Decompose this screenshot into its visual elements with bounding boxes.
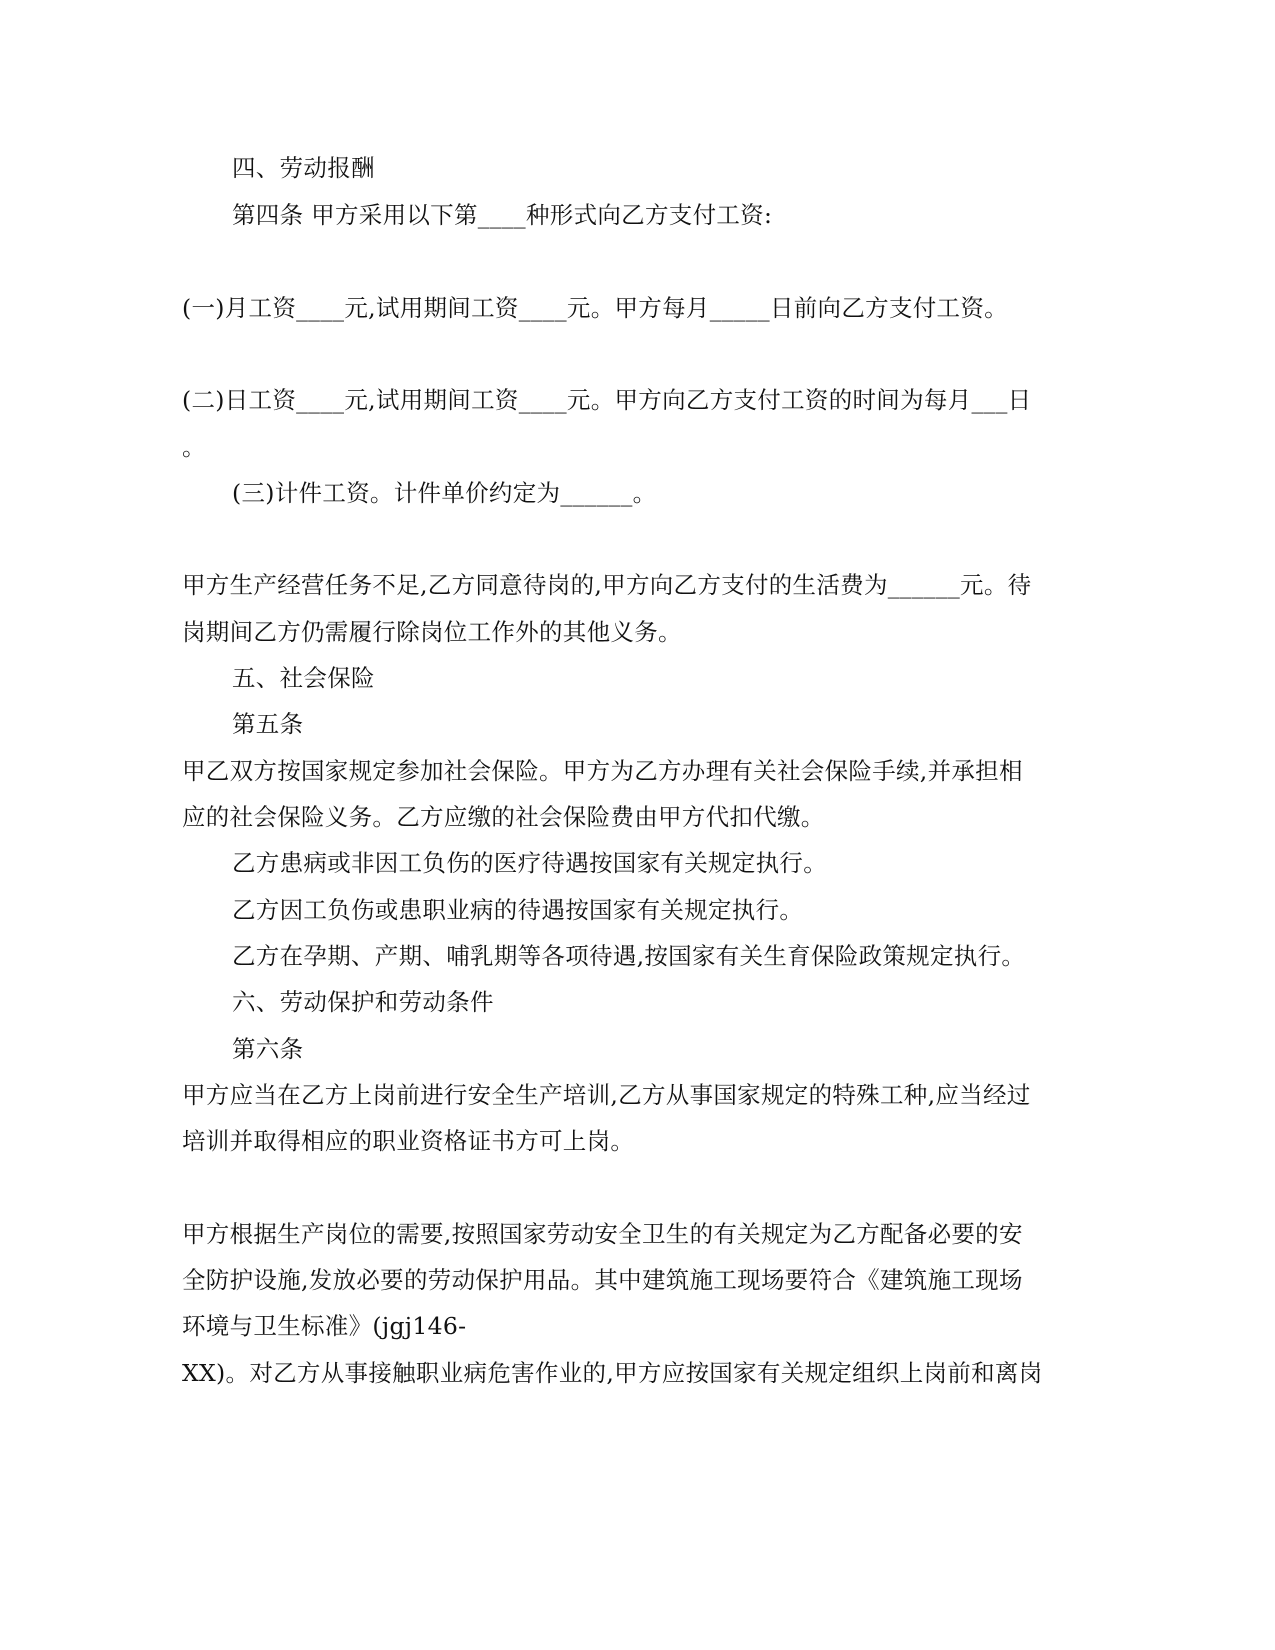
- protection-equipment-paragraph-line3: 环境与卫生标准》(jgj146-: [182, 1312, 467, 1340]
- maternity-treatment-text: 乙方在孕期、产期、哺乳期等各项待遇,按国家有关生育保险政策规定执行。: [232, 942, 1026, 970]
- pay-option-daily-end: 。: [182, 433, 206, 461]
- section-heading-social-insurance: 五、社会保险: [232, 664, 375, 692]
- illness-treatment-text: 乙方患病或非因工负伤的医疗待遇按国家有关规定执行。: [232, 849, 827, 877]
- protection-equipment-paragraph-line4: XX)。对乙方从事接触职业病危害作业的,甲方应按国家有关规定组织上岗前和离岗: [182, 1359, 1043, 1387]
- safety-training-paragraph: 甲方应当在乙方上岗前进行安全生产培训,乙方从事国家规定的特殊工种,应当经过: [182, 1081, 1031, 1109]
- article-5-title: 第五条: [232, 710, 304, 738]
- standby-pay-paragraph: 甲方生产经营任务不足,乙方同意待岗的,甲方向乙方支付的生活费为______元。待: [182, 571, 1032, 599]
- article-6-title: 第六条: [232, 1035, 304, 1063]
- section-heading-labor-pay: 四、劳动报酬: [232, 154, 375, 182]
- pay-option-piecework: (三)计件工资。计件单价约定为______。: [232, 479, 657, 507]
- standby-pay-paragraph-cont: 岗期间乙方仍需履行除岗位工作外的其他义务。: [182, 618, 682, 646]
- social-insurance-paragraph-cont: 应的社会保险义务。乙方应缴的社会保险费由甲方代扣代缴。: [182, 803, 825, 831]
- pay-option-monthly: (一)月工资____元,试用期间工资____元。甲方每月_____日前向乙方支付工资。: [182, 294, 1008, 322]
- pay-option-daily: (二)日工资____元,试用期间工资____元。甲方向乙方支付工资的时间为每月___日: [182, 386, 1032, 414]
- protection-equipment-paragraph: 甲方根据生产岗位的需要,按照国家劳动安全卫生的有关规定为乙方配备必要的安: [182, 1220, 1023, 1248]
- section-heading-labor-protection: 六、劳动保护和劳动条件: [232, 988, 494, 1016]
- protection-equipment-paragraph-line2: 全防护设施,发放必要的劳动保护用品。其中建筑施工现场要符合《建筑施工现场: [182, 1266, 1023, 1294]
- social-insurance-paragraph: 甲乙双方按国家规定参加社会保险。甲方为乙方办理有关社会保险手续,并承担相: [182, 757, 1023, 785]
- article-4-text: 第四条 甲方采用以下第____种形式向乙方支付工资:: [232, 201, 773, 229]
- safety-training-paragraph-cont: 培训并取得相应的职业资格证书方可上岗。: [182, 1127, 635, 1155]
- injury-treatment-text: 乙方因工负伤或患职业病的待遇按国家有关规定执行。: [232, 896, 804, 924]
